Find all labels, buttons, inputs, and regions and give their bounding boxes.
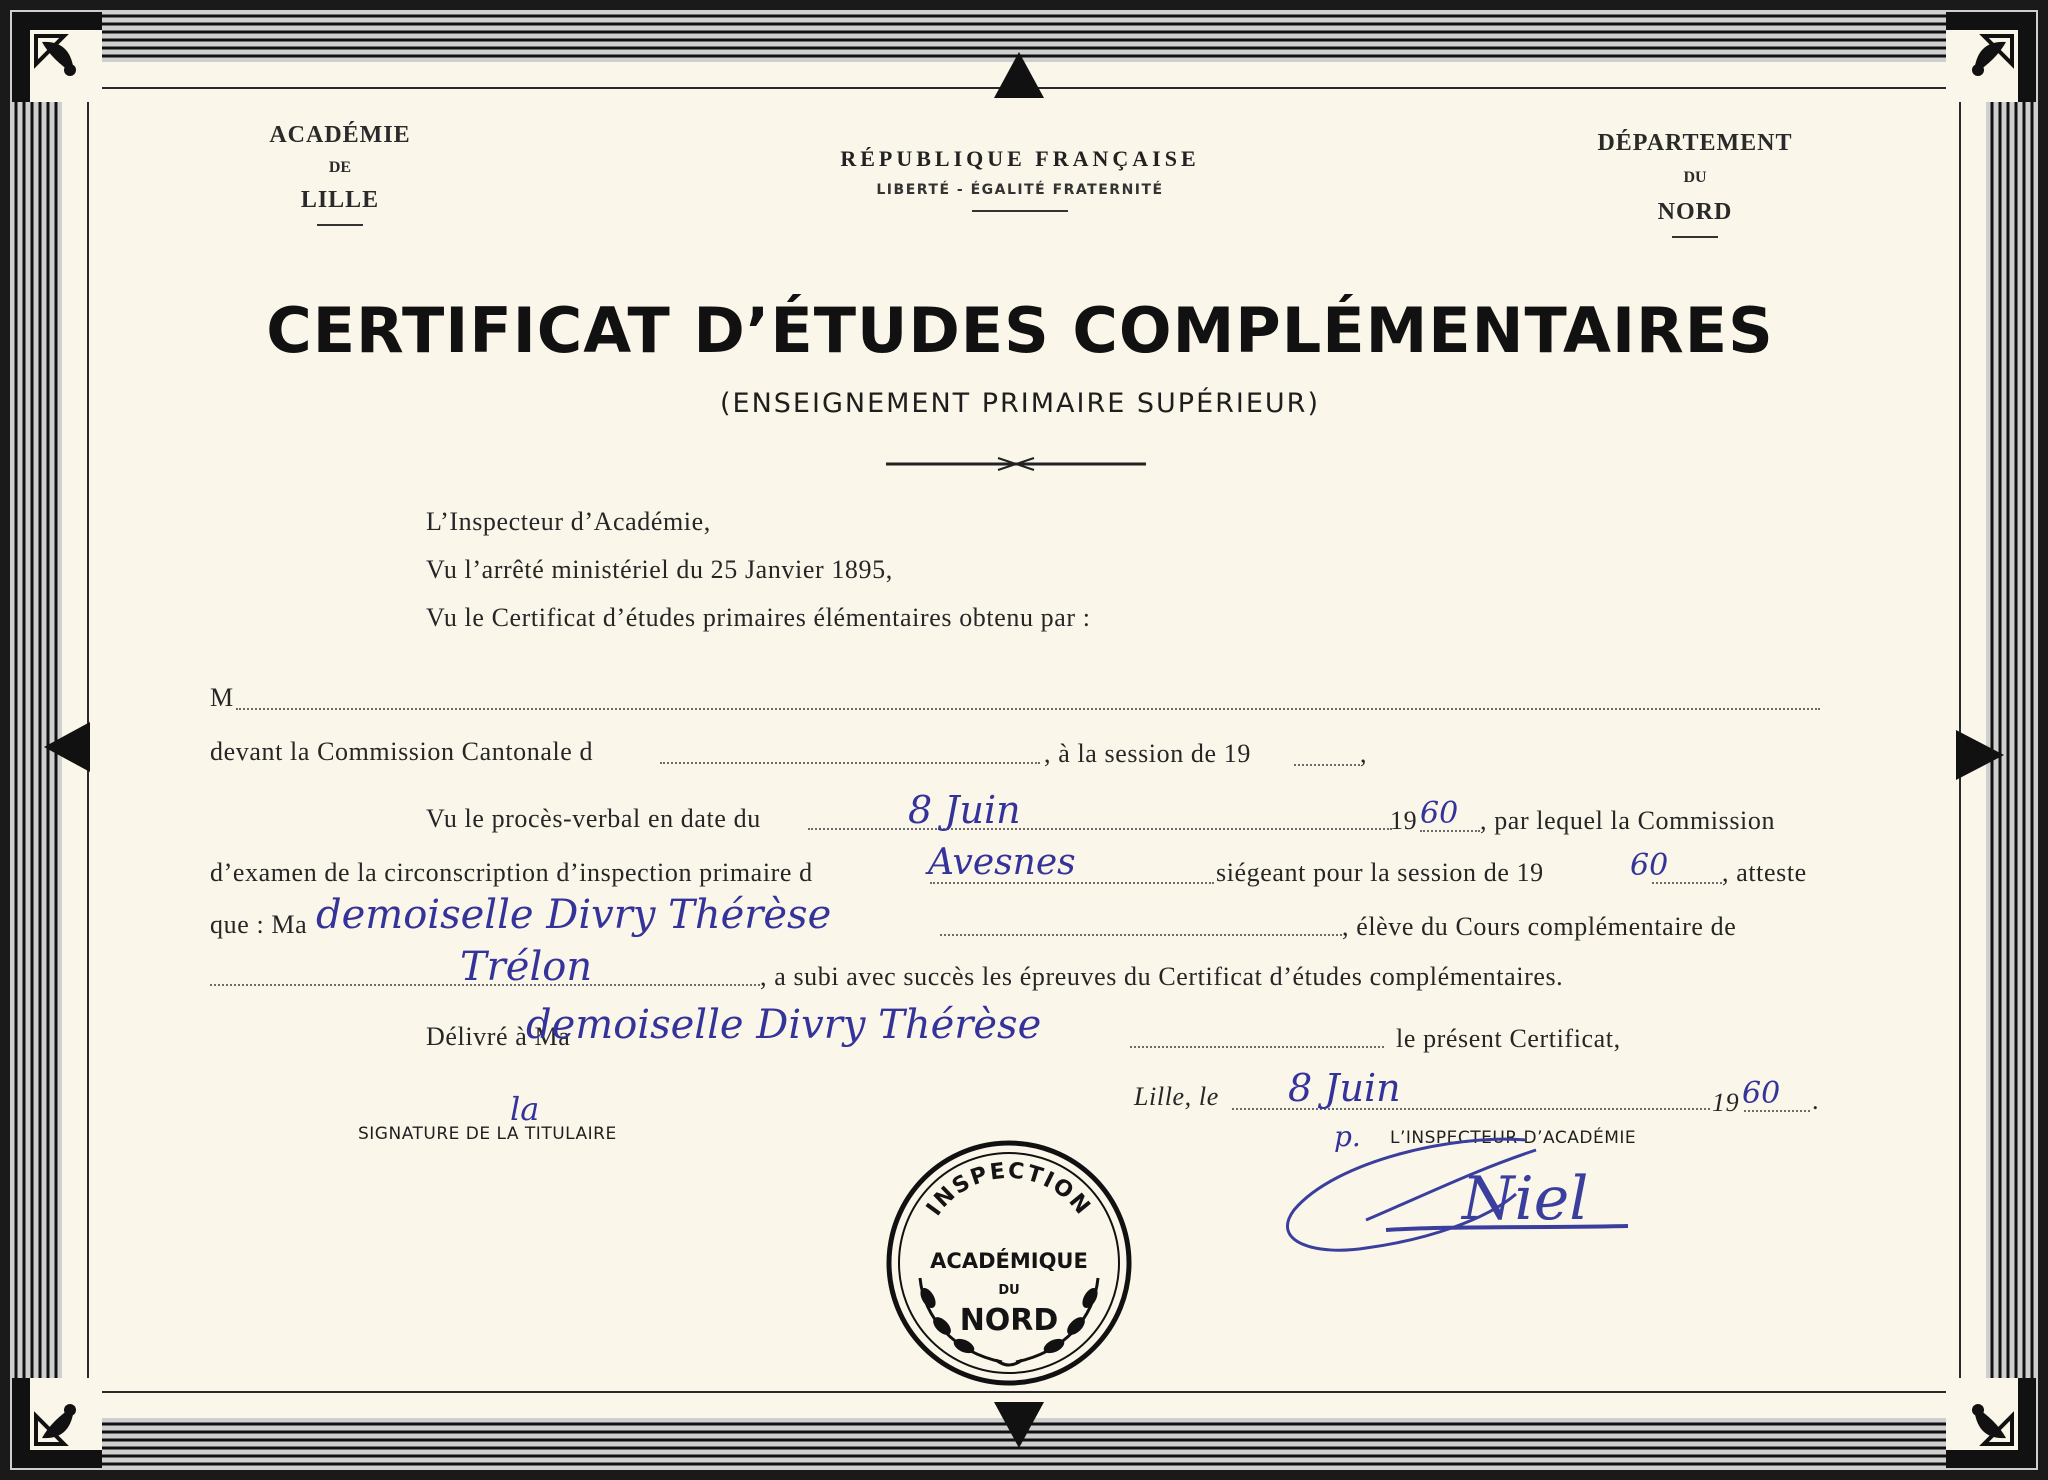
commission-label: devant la Commission Cantonale d [210,737,594,766]
pv-date: 8 Juin [908,788,1021,832]
lille-year-prefix: 19 [1712,1088,1740,1117]
preamble-line-1: L’Inspecteur d’Académie, [426,507,711,536]
divider-ornament-icon [886,452,1146,476]
present-label: le présent Certificat, [1396,1024,1621,1053]
pv-year-prefix: 19 [1390,806,1418,835]
delivre-label: Délivré à Ma [426,1022,571,1051]
lille-year: 60 [1742,1076,1781,1111]
circ-place: Avesnes [928,842,1076,883]
academy-label: ACADÉMIE [269,122,411,148]
session-field [1294,764,1360,766]
republic-rule [972,210,1068,212]
republic-motto: LIBERTÉ - ÉGALITÉ FRATERNITÉ [876,182,1164,198]
inspection-seal [884,1138,1134,1388]
student-name: demoiselle Divry Thérèse [316,892,832,938]
seal-top-text: INSPECTION [921,1158,1096,1221]
session-comma: , [1360,739,1368,768]
circ-label: d’examen de la circonscription d’inspection primaire d [210,858,813,887]
holder-signature-label: SIGNATURE DE LA TITULAIRE [358,1124,617,1144]
circ-tail: , atteste [1722,858,1807,887]
pv-date-field [808,828,1392,830]
lille-date: 8 Juin [1288,1066,1401,1110]
m-label: M [210,683,234,712]
certificate-subtitle: (ENSEIGNEMENT PRIMAIRE SUPÉRIEUR) [720,388,1320,419]
department-rule [1672,236,1718,238]
pv-label: Vu le procès-verbal en date du [426,804,761,833]
holder-name-field [1130,1046,1384,1048]
holder-name: demoiselle Divry Thérèse [526,1002,1042,1048]
academy-rule [317,224,363,226]
session-label: , à la session de 19 [1044,739,1251,768]
arrow-left-icon [44,722,92,772]
inspector-prefix: p. [1334,1120,1361,1153]
circ-year: 60 [1630,848,1669,883]
pv-year: 60 [1420,796,1459,831]
corner-ornament-icon [12,12,102,102]
lille-label: Lille, le [1134,1082,1219,1111]
seal-small-text: DU [998,1283,1020,1298]
republic-block [700,146,1340,212]
circ-session: siégeant pour la session de 19 [1216,858,1544,887]
department-block [1565,130,1825,238]
certificate-title: CERTIFICAT D’ÉTUDES COMPLÉMENTAIRES [266,294,1774,367]
academy-city: LILLE [300,187,380,213]
republic-title: RÉPUBLIQUE FRANÇAISE [840,146,1200,171]
academy-de: DE [328,159,352,176]
preamble-line-3: Vu le Certificat d’études primaires élémentaires obtenu par : [426,603,1091,632]
pv-tail: , par lequel la Commission [1480,806,1776,835]
seal-middle-text: ACADÉMIQUE [930,1249,1088,1273]
subi-label: , a subi avec succès les épreuves du Certificat d’études complémentaires. [760,962,1564,991]
student-name-field [940,934,1342,936]
corner-ornament-icon [1946,12,2036,102]
inspector-signature-flourish [1276,1130,1656,1260]
department-du: DU [1683,169,1707,186]
school-name: Trélon [460,944,593,990]
eleve-label: , élève du Cours complémentaire de [1342,912,1737,941]
seal-bottom-text: NORD [959,1303,1059,1338]
department-label: DÉPARTEMENT [1597,130,1793,156]
academy-block [240,122,440,226]
arrow-down-icon [994,1402,1044,1450]
m-field [236,708,1820,710]
corner-ornament-icon [1946,1378,2036,1468]
inspector-signature: Niel [1462,1164,1589,1234]
department-name: NORD [1657,199,1733,225]
corner-ornament-icon [12,1378,102,1468]
arrow-up-icon [994,52,1044,100]
lille-period: . [1812,1086,1820,1115]
que-label: que : Ma [210,910,308,939]
holder-signature-hand: la [510,1090,540,1128]
preamble-line-2: Vu l’arrêté ministériel du 25 Janvier 1895, [426,555,893,584]
inspector-label: L’INSPECTEUR D’ACADÉMIE [1390,1128,1637,1148]
commission-field [660,762,1040,764]
arrow-right-icon [1956,730,2004,780]
